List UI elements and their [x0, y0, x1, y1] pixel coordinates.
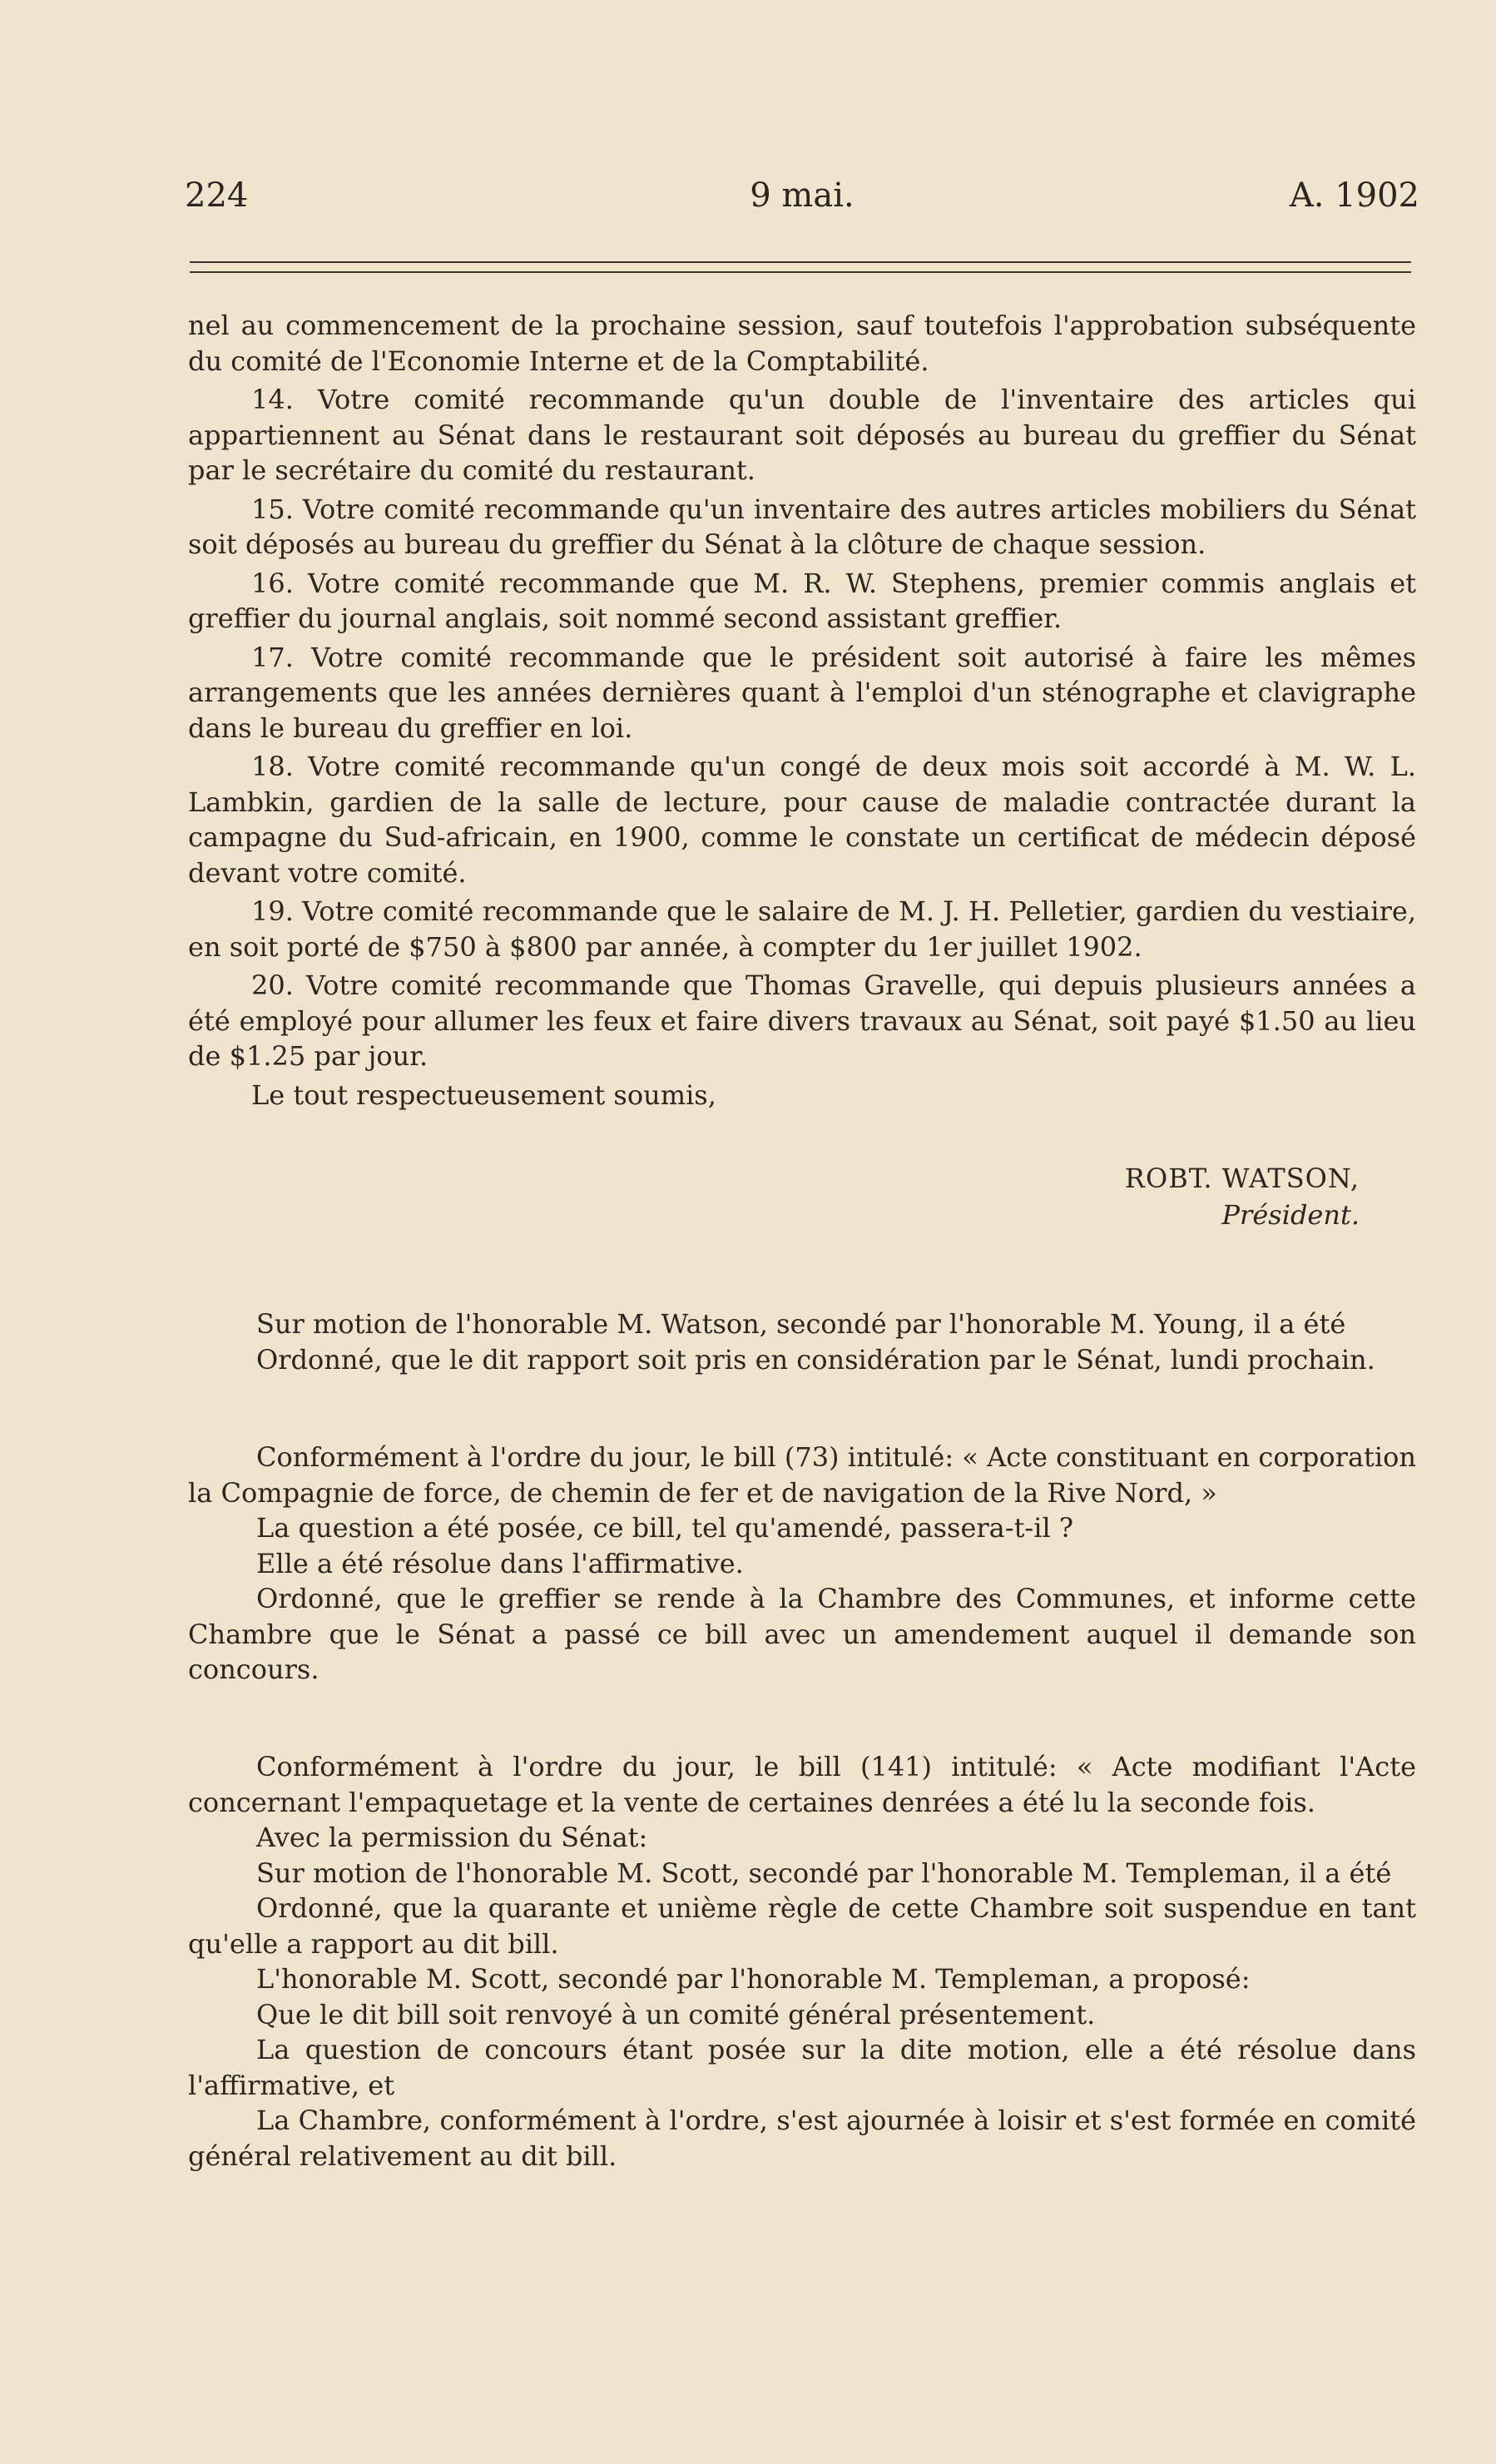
bill-73-result: Elle a été résolue dans l'affirmative. — [256, 1547, 744, 1579]
bill-141-permission: Avec la permission du Sénat: — [256, 1822, 648, 1853]
bill-141-section — [188, 1749, 1416, 2174]
report-item-14: 14. Votre comité recommande qu'un double de l'inventaire des articles qui appartiennent au Sénat dans le restaurant soit déposés au bureau du greffier du Sénat par le secrétaire du comité du restaurant. — [188, 384, 1416, 486]
bill-141-proposal: L'honorable M. Scott, secondé par l'honorable M. Templeman, a proposé: — [256, 1963, 1251, 1995]
signature-name: ROBT. WATSON, — [1124, 1163, 1360, 1194]
bill-141-referral: Que le dit bill soit renvoyé à un comité général présentement. — [256, 1998, 1096, 2030]
report-item-15: 15. Votre comité recommande qu'un inventaire des autres articles mobiliers du Sénat soit déposés au bureau du greffier du Sénat à la clôture de chaque session. — [188, 493, 1416, 560]
bill-141-intro: Conformément à l'ordre du jour, le bill (141) intitulé: « Acte modifiant l'Acte concernant l'empaquetage et la vente de certaines denrées a été lu la seconde fois. — [188, 1751, 1416, 1818]
bill-141-motion-scott: Sur motion de l'honorable M. Scott, secondé par l'honorable M. Templeman, il a été — [256, 1857, 1392, 1889]
bill-141-committee: La Chambre, conformément à l'ordre, s'est ajournée à loisir et s'est formée en comité général relativement au dit bill. — [188, 2105, 1416, 2172]
report-paragraph-continued: nel au commencement de la prochaine session, sauf toutefois l'approbation subséquente du comité de l'Economie Interne et de la Comptabilité. — [188, 310, 1416, 377]
bill-141-question: La question de concours étant posée sur la dite motion, elle a été résolue dans l'affirmative, et — [188, 2034, 1416, 2101]
motion-watson-line: Sur motion de l'honorable M. Watson, secondé par l'honorable M. Young, il a été — [256, 1308, 1346, 1340]
page-year: A. 1902 — [1289, 176, 1419, 215]
committee-report — [188, 308, 1416, 1113]
report-item-19: 19. Votre comité recommande que le salaire de M. J. H. Pelletier, gardien du vestiaire, en soit porté de $750 à $800 par année, à compter du 1er juillet 1902. — [188, 895, 1416, 963]
report-item-16: 16. Votre comité recommande que M. R. W. Stephens, premier commis anglais et greffier du journal anglais, soit nommé second assistant greffier. — [188, 567, 1416, 634]
header-rule-top — [190, 261, 1411, 263]
report-item-17: 17. Votre comité recommande que le président soit autorisé à faire les mêmes arrangements que les années dernières quant à l'emploi d'un sténographe et clavigraphe dans le bureau du greffier en loi. — [188, 641, 1416, 744]
header-rule-bottom — [190, 271, 1411, 273]
motion-watson — [188, 1306, 1416, 1377]
bill-73-order: Ordonné, que le greffier se rende à la Chambre des Communes, et informe cette Chambre que le Sénat a passé ce bill avec un amendement auquel il demande son concours. — [188, 1583, 1416, 1685]
page-date: 9 mai. — [750, 176, 855, 215]
bill-73-intro: Conformément à l'ordre du jour, le bill (73) intitulé: « Acte constituant en corporation la Compagnie de force, de chemin de fer et de navigation de la Rive Nord, » — [188, 1441, 1416, 1509]
report-closing: Le tout respectueusement soumis, — [251, 1078, 716, 1111]
motion-watson-order: Ordonné, que le dit rapport soit pris en considération par le Sénat, lundi prochain. — [256, 1343, 1375, 1376]
report-signature — [188, 1160, 1360, 1233]
report-item-20: 20. Votre comité recommande que Thomas Gravelle, qui depuis plusieurs années a été employé pour allumer les feux et faire divers travaux au Sénat, soit payé $1.50 au lieu de $1.25 par jour. — [188, 969, 1416, 1072]
bill-73-question: La question a été posée, ce bill, tel qu'amendé, passera-t-il ? — [256, 1512, 1074, 1544]
signature-title: Président. — [1221, 1199, 1360, 1231]
report-item-18: 18. Votre comité recommande qu'un congé de deux mois soit accordé à M. W. L. Lambkin, gardien de la salle de lecture, pour cause de maladie contractée durant la campagne du Sud-africain, en 1900, comme le constate un certificat de médecin déposé devant votre comité. — [188, 751, 1416, 889]
page-header — [185, 176, 1419, 226]
page-number: 224 — [185, 176, 249, 215]
bill-141-order-suspend: Ordonné, que la quarante et unième règle de cette Chambre soit suspendue en tant qu'elle a rapport au dit bill. — [188, 1892, 1416, 1960]
bill-73-section — [188, 1440, 1416, 1688]
